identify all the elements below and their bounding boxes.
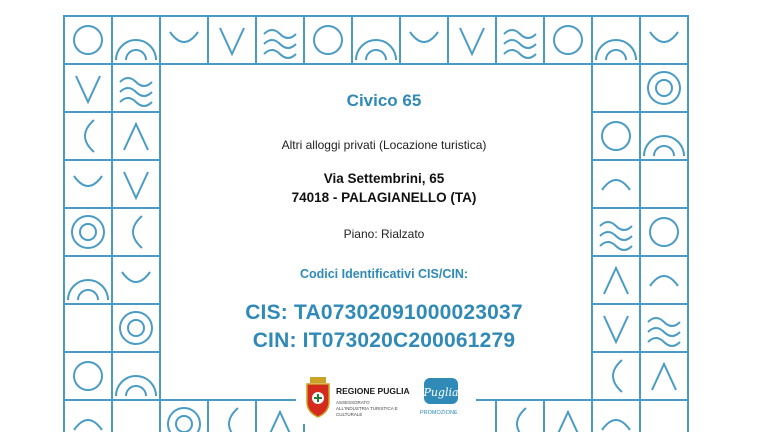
puglia-script: Puglia <box>423 386 459 399</box>
accommodation-type: Altri alloggi privati (Locazione turistica) <box>281 138 487 152</box>
info-card <box>160 64 608 368</box>
cin-code: CIN: IT073020C200061279 <box>252 329 516 352</box>
city-address: 74018 - PALAGIANELLO (TA) <box>291 190 477 205</box>
codes-heading: Codici Identificativi CIS/CIN: <box>299 267 469 281</box>
page-title: Civico 65 <box>346 91 422 110</box>
street-address: Via Settembrini, 65 <box>323 171 445 186</box>
cis-code: CIS: TA07302091000023037 <box>245 301 523 324</box>
puglia-promozione-logo <box>418 376 470 408</box>
promozione-label: PROMOZIONE <box>420 410 458 416</box>
logo-strip <box>296 370 476 424</box>
floor-info: Piano: Rialzato <box>343 227 425 241</box>
region-department: ASSESSORATO ALL'INDUSTRIA TURISTICA E CULTURALE <box>336 400 398 417</box>
region-coat-of-arms-icon <box>304 376 332 418</box>
region-name: REGIONE PUGLIA <box>336 386 410 396</box>
